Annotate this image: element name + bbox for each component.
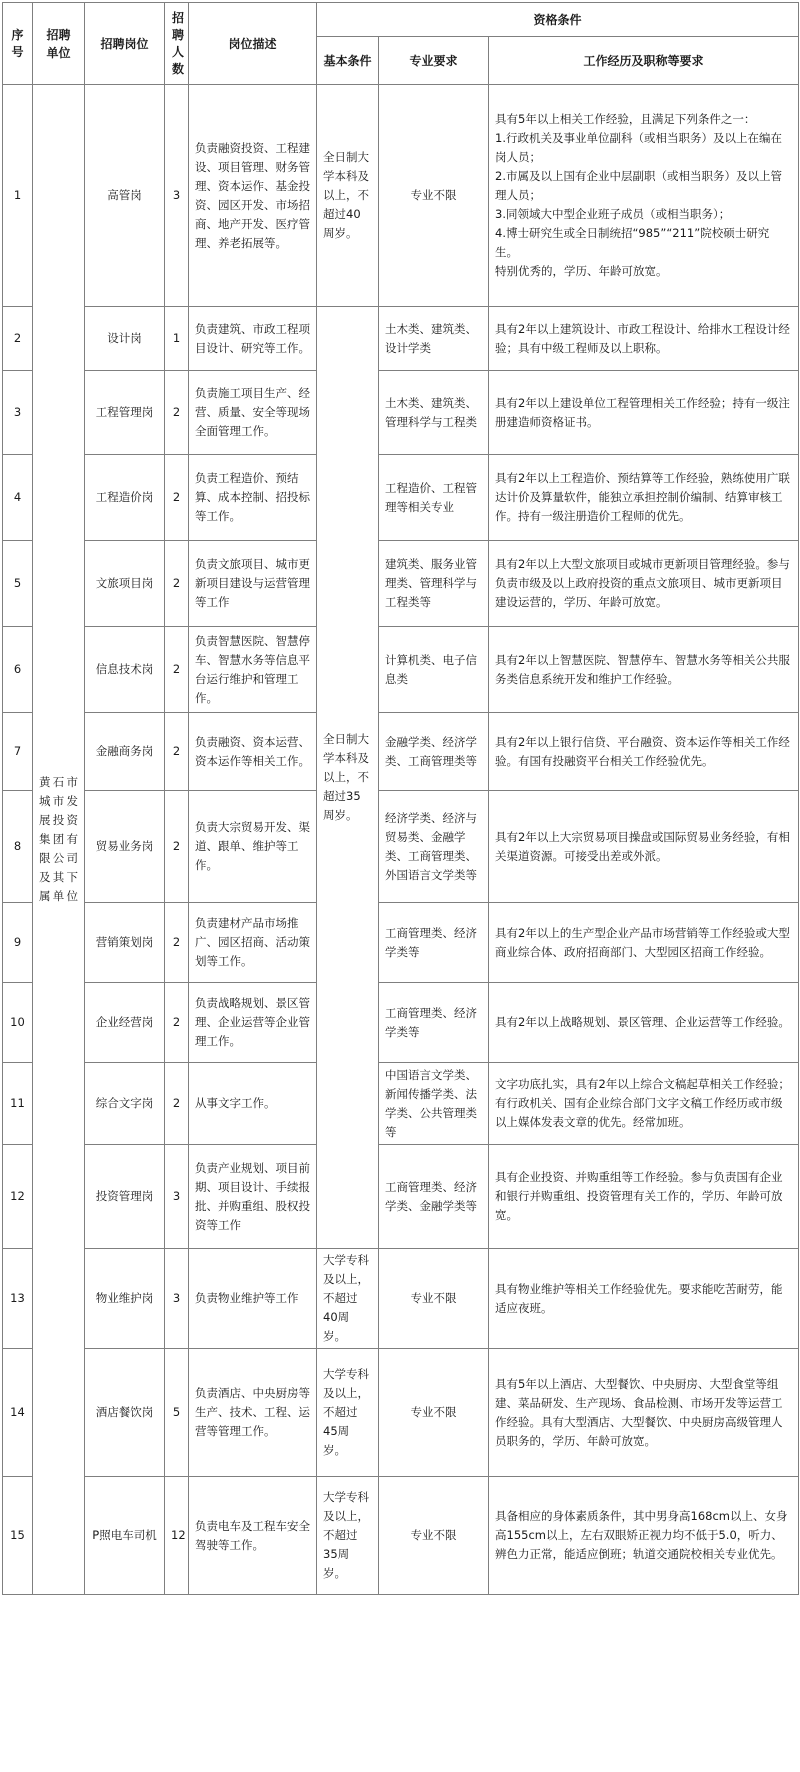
table-row xyxy=(3,1249,799,1349)
experience-requirement xyxy=(489,903,799,983)
major-requirement: 土木类、建筑类、管理科学与工程类 xyxy=(379,371,489,455)
experience-line: 具有2年以上建设单位工程管理相关工作经验；持有一级注册建造师资格证书。 xyxy=(495,395,790,429)
major-requirement: 经济学类、经济与贸易类、金融学类、工商管理类、外国语言文学类等 xyxy=(379,791,489,903)
header-basic: 基本条件 xyxy=(317,37,379,85)
table-row xyxy=(3,983,799,1063)
experience-requirement xyxy=(489,455,799,541)
experience-line: 具有2年以上银行信贷、平台融资、资本运作等相关工作经验。有国有投融资平台相关工作经验优先。 xyxy=(495,734,790,768)
major-requirement: 专业不限 xyxy=(379,1349,489,1477)
experience-line: 具有2年以上大型文旅项目或城市更新项目管理经验。参与负责市级及以上政府投资的重点文旅项目、城市更新项目建设运营的，学历、年龄可放宽。 xyxy=(495,557,790,609)
experience-line: 文字功底扎实，具有2年以上综合文稿起草相关工作经验；有行政机关、国有企业综合部门文字文稿工作经历或市级以上媒体发表文章的优先。经常加班。 xyxy=(495,1077,790,1129)
post-name: 营销策划岗 xyxy=(85,903,165,983)
post-name: 企业经营岗 xyxy=(85,983,165,1063)
row-number: 1 xyxy=(3,85,33,307)
experience-line: 具有2年以上的生产型企业产品市场营销等工作经验或大型商业综合体、政府招商部门、大型园区招商工作经验。 xyxy=(495,925,790,959)
post-name: P照电车司机 xyxy=(85,1477,165,1595)
experience-requirement xyxy=(489,541,799,627)
row-number: 12 xyxy=(3,1145,33,1249)
experience-line: 具有5年以上相关工作经验，且满足下列条件之一： xyxy=(495,112,756,126)
major-requirement: 建筑类、服务业管理类、管理科学与工程类等 xyxy=(379,541,489,627)
row-number: 5 xyxy=(3,541,33,627)
post-name: 综合文字岗 xyxy=(85,1063,165,1145)
post-name: 工程管理岗 xyxy=(85,371,165,455)
post-count: 3 xyxy=(165,1145,189,1249)
post-name: 物业维护岗 xyxy=(85,1249,165,1349)
major-requirement: 专业不限 xyxy=(379,1249,489,1349)
experience-line: 具有5年以上酒店、大型餐饮、中央厨房、大型食堂等组建、菜品研发、生产现场、食品检测、市场开发等运营工作经验。具有大型酒店、大型餐饮、中央厨房高级管理人员职务的，学历、年龄可放宽。 xyxy=(495,1376,783,1448)
experience-line: 1.行政机关及事业单位副科（或相当职务）及以上在编在岗人员； xyxy=(495,131,782,164)
post-description: 负责融资、资本运营、资本运作等相关工作。 xyxy=(189,713,317,791)
major-requirement: 工程造价、工程管理等相关专业 xyxy=(379,455,489,541)
header-unit: 招聘单位 xyxy=(33,3,85,85)
post-count: 2 xyxy=(165,713,189,791)
experience-line: 具有2年以上智慧医院、智慧停车、智慧水务等相关公共服务类信息系统开发和维护工作经验。 xyxy=(495,652,790,686)
post-count: 2 xyxy=(165,903,189,983)
post-count: 2 xyxy=(165,371,189,455)
major-requirement: 金融学类、经济学类、工商管理类等 xyxy=(379,713,489,791)
post-count: 2 xyxy=(165,983,189,1063)
table-row xyxy=(3,713,799,791)
post-description: 从事文字工作。 xyxy=(189,1063,317,1145)
experience-requirement xyxy=(489,1063,799,1145)
experience-line: 具有企业投资、并购重组等工作经验。参与负责国有企业和银行并购重组、投资管理有关工作的，学历、年龄可放宽。 xyxy=(495,1170,783,1222)
table-row xyxy=(3,627,799,713)
experience-requirement xyxy=(489,627,799,713)
experience-requirement xyxy=(489,713,799,791)
post-name: 高管岗 xyxy=(85,85,165,307)
row-number: 4 xyxy=(3,455,33,541)
header-seq: 序号 xyxy=(3,3,33,85)
major-requirement: 专业不限 xyxy=(379,85,489,307)
experience-line: 具有2年以上建筑设计、市政工程设计、给排水工程设计经验；具有中级工程师及以上职称。 xyxy=(495,321,790,355)
row-number: 10 xyxy=(3,983,33,1063)
experience-line: 具有物业维护等相关工作经验优先。要求能吃苦耐劳，能适应夜班。 xyxy=(495,1281,783,1315)
experience-requirement xyxy=(489,1249,799,1349)
row-number: 3 xyxy=(3,371,33,455)
experience-requirement xyxy=(489,85,799,307)
basic-condition: 大学专科及以上，不超过35周岁。 xyxy=(317,1477,379,1595)
post-name: 投资管理岗 xyxy=(85,1145,165,1249)
table-row xyxy=(3,85,799,307)
major-requirement: 工商管理类、经济学类、金融学类等 xyxy=(379,1145,489,1249)
row-number: 9 xyxy=(3,903,33,983)
post-count: 1 xyxy=(165,307,189,371)
experience-line: 具有2年以上战略规划、景区管理、企业运营等工作经验。 xyxy=(495,1015,790,1029)
post-name: 酒店餐饮岗 xyxy=(85,1349,165,1477)
row-number: 14 xyxy=(3,1349,33,1477)
post-count: 3 xyxy=(165,1249,189,1349)
basic-condition: 大学专科及以上，不超过40周岁。 xyxy=(317,1249,379,1349)
experience-line: 特别优秀的，学历、年龄可放宽。 xyxy=(495,264,668,278)
post-description: 负责产业规划、项目前期、项目设计、手续报批、并购重组、股权投资等工作 xyxy=(189,1145,317,1249)
post-description: 负责大宗贸易开发、渠道、跟单、维护等工作。 xyxy=(189,791,317,903)
post-count: 2 xyxy=(165,1063,189,1145)
experience-line: 2.市属及以上国有企业中层副职（或相当职务）及以上管理人员； xyxy=(495,169,782,202)
table-row xyxy=(3,455,799,541)
experience-line: 具有2年以上工程造价、预结算等工作经验，熟练使用广联达计价及算量软件，能独立承担控制价编制、结算审核工作。持有一级注册造价工程师的优先。 xyxy=(495,471,790,523)
row-number: 11 xyxy=(3,1063,33,1145)
experience-requirement xyxy=(489,307,799,371)
experience-requirement xyxy=(489,983,799,1063)
post-description: 负责战略规划、景区管理、企业运营等企业管理工作。 xyxy=(189,983,317,1063)
post-count: 12 xyxy=(165,1477,189,1595)
experience-requirement xyxy=(489,1349,799,1477)
major-requirement: 计算机类、电子信息类 xyxy=(379,627,489,713)
row-number: 2 xyxy=(3,307,33,371)
table-body xyxy=(3,85,799,1595)
recruitment-table-sheet xyxy=(2,2,798,1595)
experience-requirement xyxy=(489,371,799,455)
header-qualification: 资格条件 xyxy=(317,3,799,37)
row-number: 7 xyxy=(3,713,33,791)
post-count: 3 xyxy=(165,85,189,307)
post-description: 负责施工项目生产、经营、质量、安全等现场全面管理工作。 xyxy=(189,371,317,455)
basic-condition: 全日制大学本科及以上，不超过40周岁。 xyxy=(317,85,379,307)
post-count: 2 xyxy=(165,455,189,541)
post-name: 工程造价岗 xyxy=(85,455,165,541)
major-requirement: 工商管理类、经济学类等 xyxy=(379,983,489,1063)
post-description: 负责建筑、市政工程项目设计、研究等工作。 xyxy=(189,307,317,371)
table-row xyxy=(3,307,799,371)
table-row xyxy=(3,541,799,627)
post-description: 负责智慧医院、智慧停车、智慧水务等信息平台运行维护和管理工作。 xyxy=(189,627,317,713)
header-desc: 岗位描述 xyxy=(189,3,317,85)
experience-line: 具有2年以上大宗贸易项目操盘或国际贸易业务经验，有相关渠道资源。可接受出差或外派。 xyxy=(495,829,790,863)
table-row xyxy=(3,1063,799,1145)
post-name: 信息技术岗 xyxy=(85,627,165,713)
post-name: 贸易业务岗 xyxy=(85,791,165,903)
header-experience: 工作经历及职称等要求 xyxy=(489,37,799,85)
post-description: 负责文旅项目、城市更新项目建设与运营管理等工作 xyxy=(189,541,317,627)
major-requirement: 专业不限 xyxy=(379,1477,489,1595)
post-description: 负责物业维护等工作 xyxy=(189,1249,317,1349)
post-description: 负责电车及工程车安全驾驶等工作。 xyxy=(189,1477,317,1595)
post-count: 5 xyxy=(165,1349,189,1477)
major-requirement: 工商管理类、经济学类等 xyxy=(379,903,489,983)
experience-requirement xyxy=(489,1477,799,1595)
post-count: 2 xyxy=(165,627,189,713)
basic-condition: 大学专科及以上，不超过45周岁。 xyxy=(317,1349,379,1477)
recruitment-table xyxy=(2,2,799,1595)
experience-requirement xyxy=(489,791,799,903)
post-description: 负责融资投资、工程建设、项目管理、财务管理、资本运作、基金投资、园区开发、市场招商、地产开发、医疗管理、养老拓展等。 xyxy=(189,85,317,307)
row-number: 13 xyxy=(3,1249,33,1349)
recruiting-unit: 黄石市城市发展投资集团有限公司及其下属单位 xyxy=(33,85,85,1595)
experience-line: 3.同领域大中型企业班子成员（或相当职务）； xyxy=(495,207,731,221)
experience-line: 具备相应的身体素质条件，其中男身高168cm以上、女身高155cm以上，左右双眼矫正视力均不低于5.0，听力、辨色力正常，能适应倒班；轨道交通院校相关专业优先。 xyxy=(495,1509,788,1561)
major-requirement: 中国语言文学类、新闻传播学类、法学类、公共管理类等 xyxy=(379,1063,489,1145)
post-count: 2 xyxy=(165,791,189,903)
post-description: 负责建材产品市场推广、园区招商、活动策划等工作。 xyxy=(189,903,317,983)
table-row xyxy=(3,1477,799,1595)
experience-requirement xyxy=(489,1145,799,1249)
post-name: 设计岗 xyxy=(85,307,165,371)
basic-condition: 全日制大学本科及以上，不超过35周岁。 xyxy=(317,307,379,1249)
header-count: 招聘人数 xyxy=(165,3,189,85)
table-row xyxy=(3,903,799,983)
post-description: 负责酒店、中央厨房等生产、技术、工程、运营等管理工作。 xyxy=(189,1349,317,1477)
table-row xyxy=(3,791,799,903)
post-count: 2 xyxy=(165,541,189,627)
table-row xyxy=(3,1145,799,1249)
post-description: 负责工程造价、预结算、成本控制、招投标等工作。 xyxy=(189,455,317,541)
experience-line: 4.博士研究生或全日制统招“985”“211”院校硕士研究生。 xyxy=(495,226,770,259)
post-name: 金融商务岗 xyxy=(85,713,165,791)
row-number: 8 xyxy=(3,791,33,903)
table-row xyxy=(3,371,799,455)
row-number: 6 xyxy=(3,627,33,713)
row-number: 15 xyxy=(3,1477,33,1595)
major-requirement: 土木类、建筑类、设计学类 xyxy=(379,307,489,371)
post-name: 文旅项目岗 xyxy=(85,541,165,627)
table-row xyxy=(3,1349,799,1477)
header-post: 招聘岗位 xyxy=(85,3,165,85)
header-major: 专业要求 xyxy=(379,37,489,85)
